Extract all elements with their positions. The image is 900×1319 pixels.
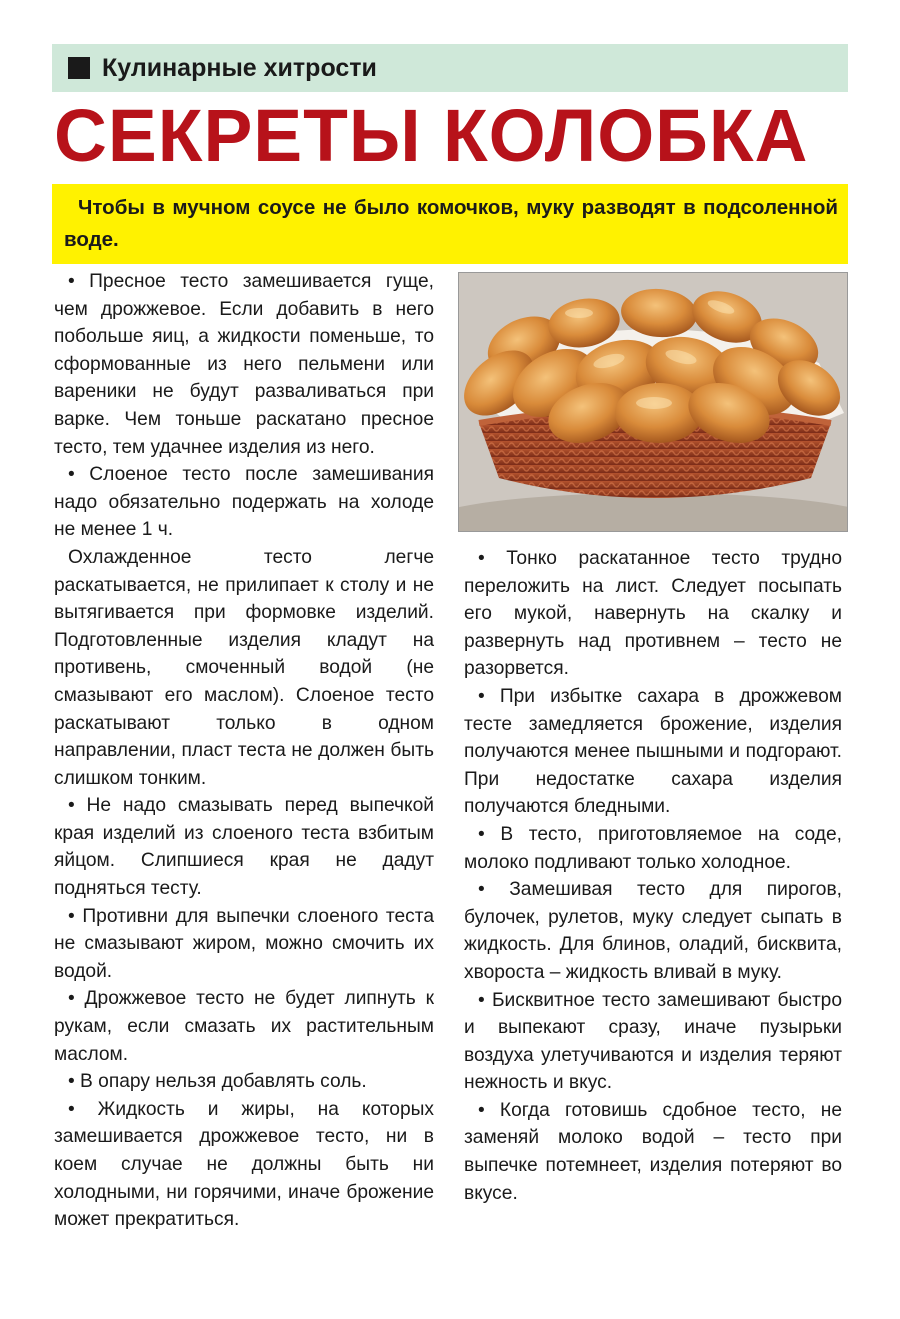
paragraph: • Бисквитное тесто замешивают быстро и выпекают сразу, иначе пузырьки воздуха улетучиваются и изделия теряют нежность и вкус. [464,989,842,1094]
paragraph: • Жидкость и жиры, на которых замешивается дрожжевое тесто, ни в коем случае не должны быть ни холодными, ни горячими, иначе брожение может прекратиться. [54,1098,434,1231]
rubric-label: Кулинарные хитрости [102,53,377,82]
page-title: СЕКРЕТЫ КОЛОБКА [54,94,809,177]
paragraph: • Противни для выпечки слоеного теста не смазывают жиром, можно смочить их водой. [54,905,434,982]
right-column [464,545,842,1207]
paragraph: • В опару нельзя добавлять соль. [68,1071,367,1093]
paragraph: • Пресное тесто замешивается гуще, чем дрожжевое. Если добавить в него побольше яиц, а жидкости поменьше, то сформованные из него пельмени или вареники не будут разваливаться при варке. Чем тоньше раскатано пресное тесто, тем удачнее изделия из него. [54,271,434,458]
paragraph: • Дрожжевое тесто не будет липнуть к рукам, если смазать их растительным маслом. [54,988,434,1065]
paragraph: • Не надо смазывать перед выпечкой края изделий из слоеного теста взбитым яйцом. Слипшиеся края не дадут подняться тесту. [54,795,434,900]
basket-of-pies-image [458,272,848,532]
paragraph: • Слоеное тесто после замешивания надо обязательно подержать на холоде не менее 1 ч. [54,464,434,541]
paragraph: • Когда готовишь сдобное тесто, не заменяй молоко водой – тесто при выпечке потемнеет, изделия потеряют во вкусе. [464,1099,842,1204]
left-column [54,268,434,1234]
paragraph: • При избытке сахара в дрожжевом тесте замедляется брожение, изделия получаются менее пышными и подгорают. При недостатке сахара изделия получаются бледными. [464,685,842,818]
lead-box: Чтобы в мучном соусе не было комочков, муку разводят в подсоленной воде. [52,184,848,264]
paragraph: • В тесто, приготовляемое на соде, молоко подливают только холодное. [464,823,842,873]
paragraph: • Замешивая тесто для пирогов, булочек, рулетов, муку следует сыпать в жидкость. Для блинов, оладий, бисквита, хвороста – жидкость вливай в муку. [464,879,842,983]
paragraph: • Тонко раскатанное тесто трудно переложить на лист. Следует посыпать его мукой, навернуть на скалку и развернуть над противнем – тесто не разорвется. [464,548,842,680]
rubric-square-icon [68,57,90,79]
paragraph: Охлажденное тесто легче раскатывается, не прилипает к столу и не вытягивается при формовке изделий. Подготовленные изделия кладут на противень, смоченный водой (не смазывают его маслом). Слоеное тесто раскатывают только в одном направлении, пласт теста не должен быть слишком тонким. [54,546,434,789]
rubric-bar [52,44,848,92]
